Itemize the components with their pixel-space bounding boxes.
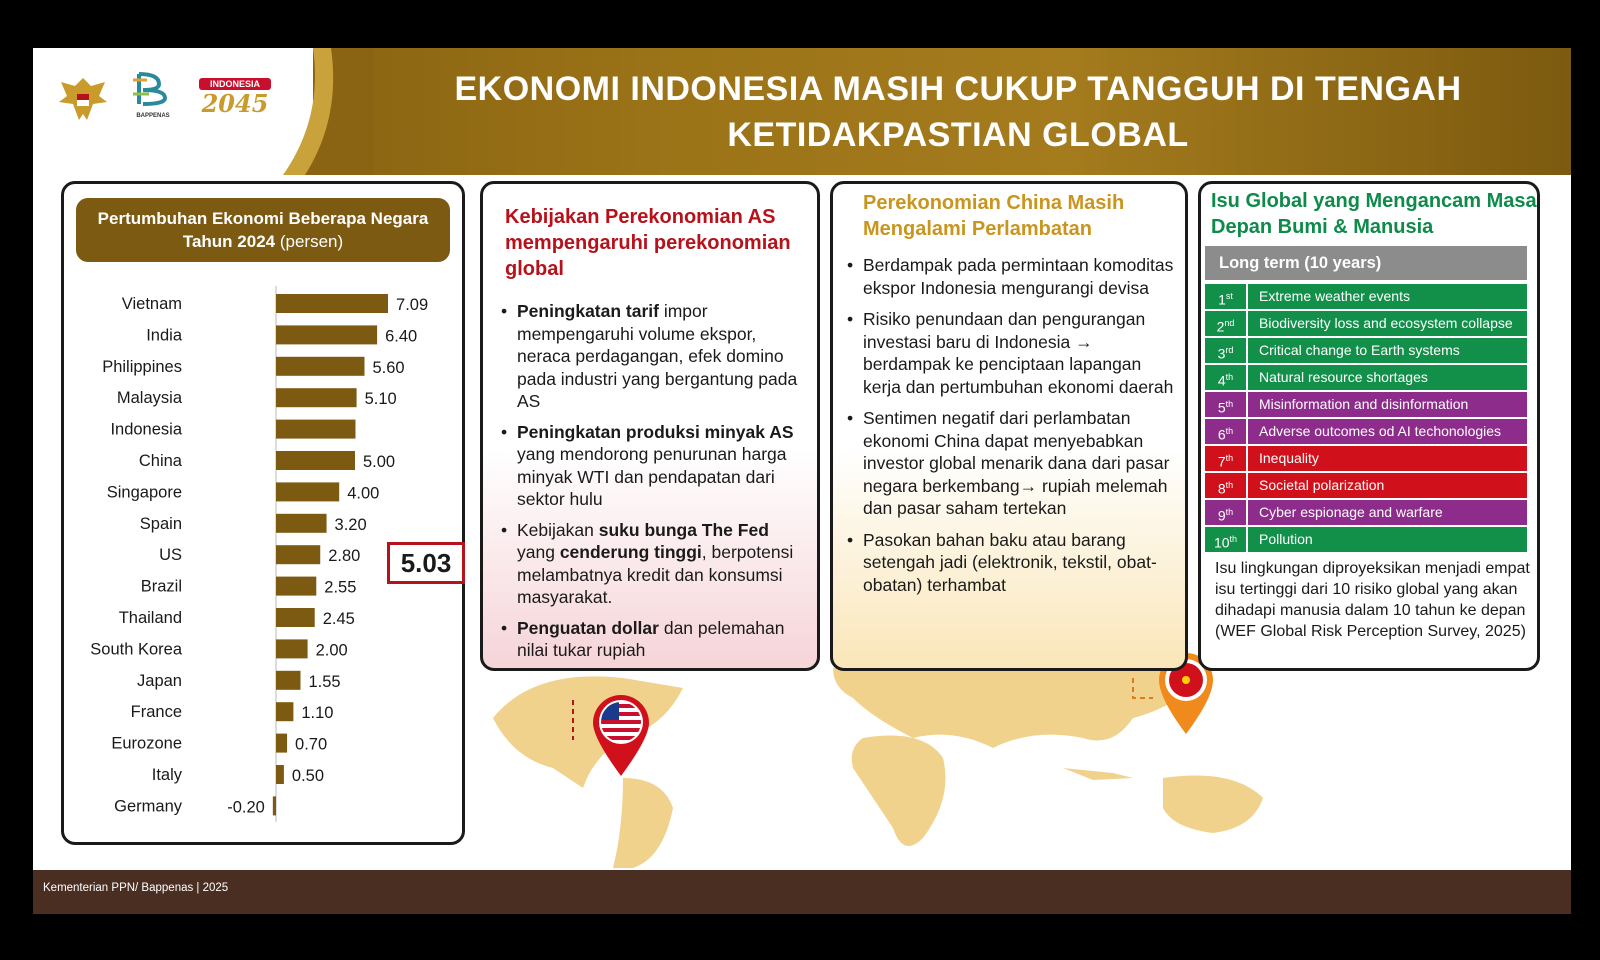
chart-bar bbox=[276, 639, 308, 658]
risk-rank: 4th bbox=[1205, 365, 1248, 390]
chart-category-label: Brazil bbox=[140, 577, 182, 596]
list-item: • Penguatan dollar dan pelemahan nilai tukar rupiah bbox=[501, 617, 801, 662]
risk-rank: 8th bbox=[1205, 473, 1248, 498]
indonesia-highlight-badge: 5.03 bbox=[387, 542, 465, 584]
gold-swoosh-decoration bbox=[283, 48, 373, 175]
chart-data-label: 7.09 bbox=[396, 296, 429, 314]
chart-data-label: 2.00 bbox=[315, 641, 348, 660]
map-indonesia bbox=[1063, 768, 1133, 780]
chart-category-label: US bbox=[159, 546, 182, 565]
chart-data-label: 1.10 bbox=[301, 704, 334, 723]
indonesia-emas-logo bbox=[199, 78, 271, 124]
risk-label: Inequality bbox=[1259, 450, 1319, 466]
map-south-america bbox=[613, 778, 673, 868]
global-risk-note: Isu lingkungan diproyeksikan menjadi empat isu tertinggi dari 10 risiko global yang akan dihadapi manusia dalam 10 tahun ke depan (WEF Global Risk Perception Survey, 2025) bbox=[1215, 560, 1530, 640]
risk-label: Societal polarization bbox=[1259, 477, 1385, 493]
chart-data-label: 5.60 bbox=[372, 358, 405, 377]
chart-data-label: 3.20 bbox=[334, 515, 367, 534]
list-item: • Risiko penundaan dan pengurangan investasi baru di Indonesia → berdampak ke penciptaan lapangan kerja dan pertumbuhan ekonomi daerah bbox=[847, 308, 1177, 398]
chart-category-label: Germany bbox=[114, 797, 182, 816]
chart-title-unit: (persen) bbox=[279, 232, 344, 251]
header bbox=[33, 48, 1571, 175]
china-economy-bullets bbox=[847, 254, 1177, 605]
bappenas-label: BAPPENAS bbox=[136, 113, 170, 119]
bappenas-logo bbox=[129, 70, 177, 130]
chart-category-label: Philippines bbox=[102, 357, 182, 376]
emas-label: INDONESIA bbox=[199, 78, 271, 90]
chart-category-label: Vietnam bbox=[121, 295, 182, 313]
map-africa bbox=[852, 736, 946, 847]
chart-data-label: -0.20 bbox=[227, 798, 265, 817]
list-item: • Kebijakan suku bunga The Fed yang cenderung tinggi, berpotensi melambatnya kredit dan konsumsi masyarakat. bbox=[501, 519, 801, 609]
china-economy-panel bbox=[830, 181, 1188, 671]
chart-bar bbox=[276, 357, 364, 376]
chart-category-label: Thailand bbox=[118, 609, 182, 627]
china-economy-title: Perekonomian China Masih Mengalami Perlambatan bbox=[863, 192, 1125, 240]
chart-category-label: Japan bbox=[137, 671, 182, 690]
risk-row bbox=[1205, 311, 1527, 336]
us-policy-panel bbox=[480, 181, 820, 671]
chart-data-label: 5.10 bbox=[364, 390, 397, 409]
list-item: • Sentimen negatif dari perlambatan ekonomi China dapat menyebabkan investor global menarik dana dari pasar negara berkembang→ rupiah melemah dan pasar saham tertekan bbox=[847, 407, 1177, 520]
risk-label: Critical change to Earth systems bbox=[1259, 342, 1460, 358]
chart-bar bbox=[276, 577, 316, 596]
chart-data-label: 1.55 bbox=[308, 672, 341, 691]
chart-data-label: 4.00 bbox=[347, 484, 380, 503]
page-title-line2: KETIDAKPASTIAN GLOBAL bbox=[727, 116, 1189, 154]
chart-data-label: 0.70 bbox=[295, 735, 328, 754]
page-title-line1: EKONOMI INDONESIA MASIH CUKUP TANGGUH DI TENGAH bbox=[454, 70, 1462, 108]
chart-category-label: Malaysia bbox=[116, 389, 182, 408]
chart-data-label: 2.45 bbox=[322, 610, 355, 628]
global-risk-panel bbox=[1198, 181, 1540, 671]
risk-row bbox=[1205, 419, 1527, 444]
bappenas-mark-icon bbox=[129, 70, 177, 108]
risk-row bbox=[1205, 392, 1527, 417]
risk-rank: 6th bbox=[1205, 419, 1248, 444]
risk-label: Natural resource shortages bbox=[1259, 369, 1428, 385]
risk-row bbox=[1205, 284, 1527, 309]
chart-category-label: Singapore bbox=[106, 483, 182, 502]
risk-table bbox=[1205, 284, 1527, 554]
list-item: • Pasokan bahan baku atau barang setengah jadi (elektronik, tekstil, obat-obatan) terhambat bbox=[847, 529, 1177, 597]
chart-data-label: 5.00 bbox=[363, 453, 396, 471]
chart-bar bbox=[276, 608, 315, 627]
chart-bar bbox=[276, 388, 357, 407]
risk-table-header: Long term (10 years) bbox=[1205, 246, 1527, 280]
chart-bar bbox=[276, 294, 388, 313]
chart-bar bbox=[276, 765, 284, 784]
chart-bar bbox=[276, 420, 355, 439]
risk-rank: 7th bbox=[1205, 446, 1248, 471]
us-policy-title: Kebijakan Perekonomian AS mempengaruhi perekonomian global bbox=[505, 206, 791, 280]
us-policy-bullets bbox=[501, 300, 801, 670]
map-north-america bbox=[493, 676, 683, 788]
risk-label: Pollution bbox=[1259, 531, 1313, 547]
risk-label: Cyber espionage and warfare bbox=[1259, 504, 1443, 520]
risk-row bbox=[1205, 365, 1527, 390]
chart-bar bbox=[276, 671, 300, 690]
chart-bar bbox=[273, 796, 276, 815]
footer bbox=[33, 870, 1571, 914]
risk-row bbox=[1205, 338, 1527, 363]
risk-row bbox=[1205, 473, 1527, 498]
risk-rank: 1st bbox=[1205, 284, 1248, 309]
chart-title bbox=[76, 198, 450, 262]
chart-bar bbox=[276, 545, 320, 564]
chart-data-label: 2.80 bbox=[328, 547, 361, 566]
list-item: • Peningkatan produksi minyak AS yang mendorong penurunan harga minyak WTI dan pendapatan dari sektor hulu bbox=[501, 421, 801, 511]
chart-category-label: France bbox=[130, 703, 182, 722]
risk-label: Extreme weather events bbox=[1259, 288, 1410, 304]
chart-title-bold: Pertumbuhan Ekonomi Beberapa Negara Tahun 2024 bbox=[97, 209, 429, 251]
chart-category-label: South Korea bbox=[90, 640, 182, 659]
risk-rank: 2nd bbox=[1205, 311, 1248, 336]
map-australia bbox=[1163, 776, 1263, 834]
risk-row bbox=[1205, 527, 1527, 552]
slide bbox=[33, 48, 1571, 914]
growth-chart-panel bbox=[61, 181, 465, 845]
risk-label: Misinformation and disinformation bbox=[1259, 396, 1469, 412]
list-item: • Berdampak pada permintaan komoditas ekspor Indonesia mengurangi devisa bbox=[847, 254, 1177, 299]
risk-rank: 5th bbox=[1205, 392, 1248, 417]
risk-row bbox=[1205, 446, 1527, 471]
risk-row bbox=[1205, 500, 1527, 525]
list-item: • Peningkatan tarif impor mempengaruhi volume ekspor, neraca perdagangan, efek domino pada industri yang bergantung pada AS bbox=[501, 300, 801, 413]
emas-year: 2045 bbox=[201, 89, 269, 118]
chart-category-label: Italy bbox=[151, 766, 182, 784]
chart-category-label: Indonesia bbox=[110, 420, 182, 439]
chart-bar bbox=[276, 734, 287, 753]
chart-data-label: 0.50 bbox=[291, 767, 325, 785]
risk-label: Adverse outcomes od AI techonologies bbox=[1259, 423, 1502, 439]
footer-text: Kementerian PPN/ Bappenas | 2025 bbox=[43, 882, 229, 894]
risk-rank: 10th bbox=[1205, 527, 1248, 552]
chart-data-label: 6.40 bbox=[385, 327, 418, 346]
chart-category-label: Eurozone bbox=[111, 734, 182, 753]
chart-category-label: Spain bbox=[139, 514, 182, 533]
chart-bar bbox=[276, 514, 327, 533]
chart-bar bbox=[276, 451, 355, 470]
garuda-emblem-icon bbox=[57, 72, 109, 126]
chart-bar bbox=[276, 325, 377, 344]
chart-category-label: China bbox=[138, 452, 182, 470]
risk-label: Biodiversity loss and ecosystem collapse bbox=[1259, 315, 1513, 331]
page-title bbox=[373, 66, 1543, 158]
global-risk-title: Isu Global yang Mengancam Masa Depan Bumi & Manusia bbox=[1211, 190, 1537, 238]
chart-category-label: India bbox=[146, 326, 182, 345]
chart-bar bbox=[276, 702, 293, 721]
chart-data-label: 2.55 bbox=[324, 578, 357, 597]
risk-rank: 3rd bbox=[1205, 338, 1248, 363]
chart-bar bbox=[276, 482, 339, 501]
risk-rank: 9th bbox=[1205, 500, 1248, 525]
